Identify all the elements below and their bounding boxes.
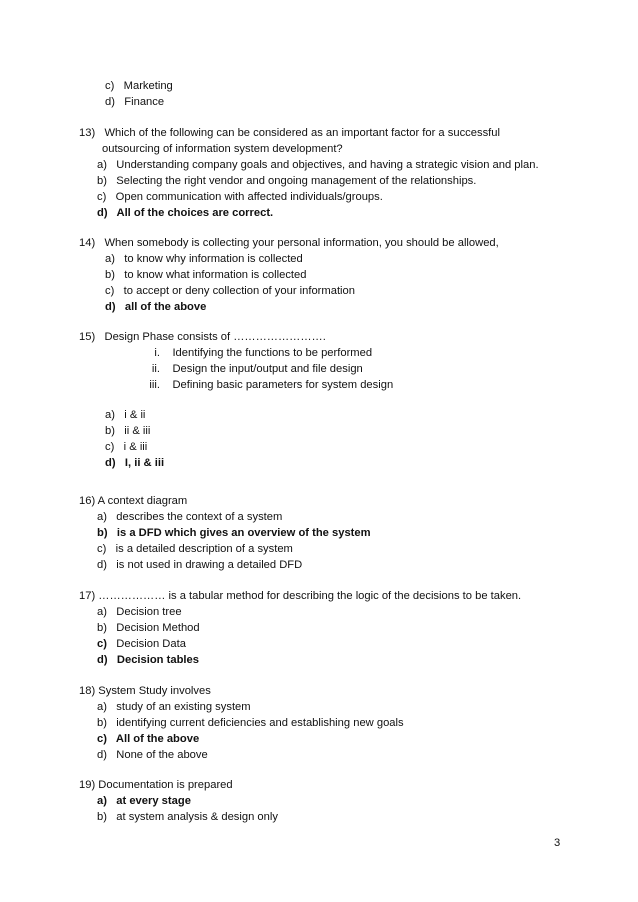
option-label: a) bbox=[97, 159, 107, 171]
question-19-stem bbox=[79, 778, 233, 792]
question-text: Design Phase consists of ……………………. bbox=[104, 331, 326, 343]
option-label: a) bbox=[105, 253, 115, 265]
option-b bbox=[105, 268, 306, 282]
question-text: When somebody is collecting your personal information, you should be allowed, bbox=[104, 237, 499, 249]
option-label: c) bbox=[97, 638, 107, 650]
correct-answer-option-d bbox=[105, 300, 206, 314]
question-13-stem-cont bbox=[102, 142, 343, 156]
correct-answer-option-d bbox=[97, 206, 273, 220]
option-label: b) bbox=[97, 811, 107, 823]
roman-text: Design the input/output and file design bbox=[172, 363, 363, 375]
roman-item-ii bbox=[134, 362, 363, 376]
question-15-stem bbox=[79, 330, 326, 344]
option-a bbox=[97, 605, 182, 619]
option-text: Decision Data bbox=[116, 638, 186, 650]
option-text: Finance bbox=[124, 96, 165, 108]
option-label: c) bbox=[97, 543, 107, 555]
option-text: All of the above bbox=[115, 733, 200, 745]
option-label: b) bbox=[105, 269, 115, 281]
option-label: a) bbox=[97, 606, 107, 618]
option-text: is a detailed description of a system bbox=[115, 543, 293, 555]
option-label: d) bbox=[97, 207, 108, 219]
roman-label: iii. bbox=[149, 379, 160, 391]
question-number: 18) bbox=[79, 685, 96, 697]
option-text: All of the choices are correct. bbox=[116, 207, 274, 219]
option-b bbox=[105, 424, 150, 438]
option-text: study of an existing system bbox=[116, 701, 251, 713]
option-text: i & iii bbox=[123, 441, 148, 453]
option-a bbox=[97, 510, 282, 524]
option-text: is a DFD which gives an overview of the system bbox=[116, 527, 371, 539]
question-17-stem bbox=[79, 589, 521, 603]
question-text: ……………… is a tabular method for describing the logic of the decisions to be taken. bbox=[98, 590, 522, 602]
question-16-stem bbox=[79, 494, 187, 508]
option-label: b) bbox=[97, 527, 108, 539]
option-label: c) bbox=[97, 733, 107, 745]
option-label: c) bbox=[97, 191, 107, 203]
option-text: describes the context of a system bbox=[116, 511, 283, 523]
option-c bbox=[97, 637, 186, 651]
page-number: 3 bbox=[554, 837, 561, 849]
option-label: a) bbox=[105, 409, 115, 421]
option-a bbox=[97, 700, 251, 714]
option-b bbox=[97, 810, 278, 824]
option-label: b) bbox=[97, 622, 107, 634]
option-text: I, ii & iii bbox=[124, 457, 165, 469]
option-d bbox=[97, 748, 208, 762]
option-label: c) bbox=[105, 441, 115, 453]
option-c bbox=[105, 79, 173, 93]
roman-text: Defining basic parameters for system design bbox=[172, 379, 394, 391]
option-text: ii & iii bbox=[124, 425, 151, 437]
option-text: to accept or deny collection of your information bbox=[123, 285, 355, 297]
option-label: a) bbox=[97, 795, 107, 807]
option-a bbox=[105, 252, 303, 266]
question-number: 16) bbox=[79, 495, 96, 507]
option-text: None of the above bbox=[116, 749, 208, 761]
option-label: b) bbox=[97, 717, 107, 729]
option-text: Decision tables bbox=[116, 654, 199, 666]
question-18-stem bbox=[79, 684, 211, 698]
question-13-stem bbox=[79, 126, 500, 140]
correct-answer-option-c bbox=[97, 732, 199, 746]
option-text: Marketing bbox=[123, 80, 173, 92]
option-label: d) bbox=[97, 559, 107, 571]
question-text: Which of the following can be considered as an important factor for a successful bbox=[104, 127, 500, 139]
option-label: c) bbox=[105, 80, 115, 92]
roman-item-iii bbox=[134, 378, 393, 392]
question-number: 13) bbox=[79, 127, 96, 139]
correct-answer-option-b bbox=[97, 526, 371, 540]
option-text: Open communication with affected individuals/groups. bbox=[115, 191, 383, 203]
option-label: b) bbox=[105, 425, 115, 437]
option-a bbox=[105, 408, 145, 422]
option-label: a) bbox=[97, 511, 107, 523]
option-text: at system analysis & design only bbox=[116, 811, 278, 823]
option-label: d) bbox=[97, 654, 108, 666]
question-text: outsourcing of information system development? bbox=[102, 143, 343, 155]
roman-label: ii. bbox=[151, 363, 160, 375]
option-c bbox=[97, 542, 293, 556]
option-text: to know why information is collected bbox=[124, 253, 303, 265]
question-text: Documentation is prepared bbox=[98, 779, 233, 791]
correct-answer-option-d bbox=[105, 456, 164, 470]
option-c bbox=[105, 440, 147, 454]
option-text: identifying current deficiencies and establishing new goals bbox=[116, 717, 404, 729]
question-number: 14) bbox=[79, 237, 96, 249]
question-text: System Study involves bbox=[98, 685, 211, 697]
option-label: d) bbox=[105, 457, 116, 469]
option-a bbox=[97, 158, 539, 172]
option-label: c) bbox=[105, 285, 115, 297]
option-text: to know what information is collected bbox=[124, 269, 307, 281]
option-text: Decision Method bbox=[116, 622, 200, 634]
option-text: Selecting the right vendor and ongoing management of the relationships. bbox=[116, 175, 477, 187]
question-number: 17) bbox=[79, 590, 96, 602]
question-14-stem bbox=[79, 236, 499, 250]
option-c bbox=[105, 284, 355, 298]
option-d bbox=[105, 95, 164, 109]
roman-label: i. bbox=[154, 347, 160, 359]
question-number: 19) bbox=[79, 779, 96, 791]
option-text: is not used in drawing a detailed DFD bbox=[116, 559, 303, 571]
roman-item-i bbox=[134, 346, 372, 360]
option-label: a) bbox=[97, 701, 107, 713]
option-text: Understanding company goals and objectives, and having a strategic vision and plan. bbox=[116, 159, 539, 171]
correct-answer-option-a bbox=[97, 794, 191, 808]
option-label: b) bbox=[97, 175, 107, 187]
option-text: Decision tree bbox=[116, 606, 182, 618]
option-text: all of the above bbox=[124, 301, 207, 313]
option-text: at every stage bbox=[116, 795, 191, 807]
option-label: d) bbox=[105, 301, 116, 313]
option-c bbox=[97, 190, 383, 204]
option-b bbox=[97, 174, 476, 188]
option-text: i & ii bbox=[124, 409, 146, 421]
option-b bbox=[97, 621, 200, 635]
option-d bbox=[97, 558, 302, 572]
correct-answer-option-d bbox=[97, 653, 199, 667]
question-number: 15) bbox=[79, 331, 96, 343]
roman-text: Identifying the functions to be performed bbox=[172, 347, 373, 359]
question-text: A context diagram bbox=[97, 495, 188, 507]
option-b bbox=[97, 716, 404, 730]
option-label: d) bbox=[97, 749, 107, 761]
option-label: d) bbox=[105, 96, 115, 108]
